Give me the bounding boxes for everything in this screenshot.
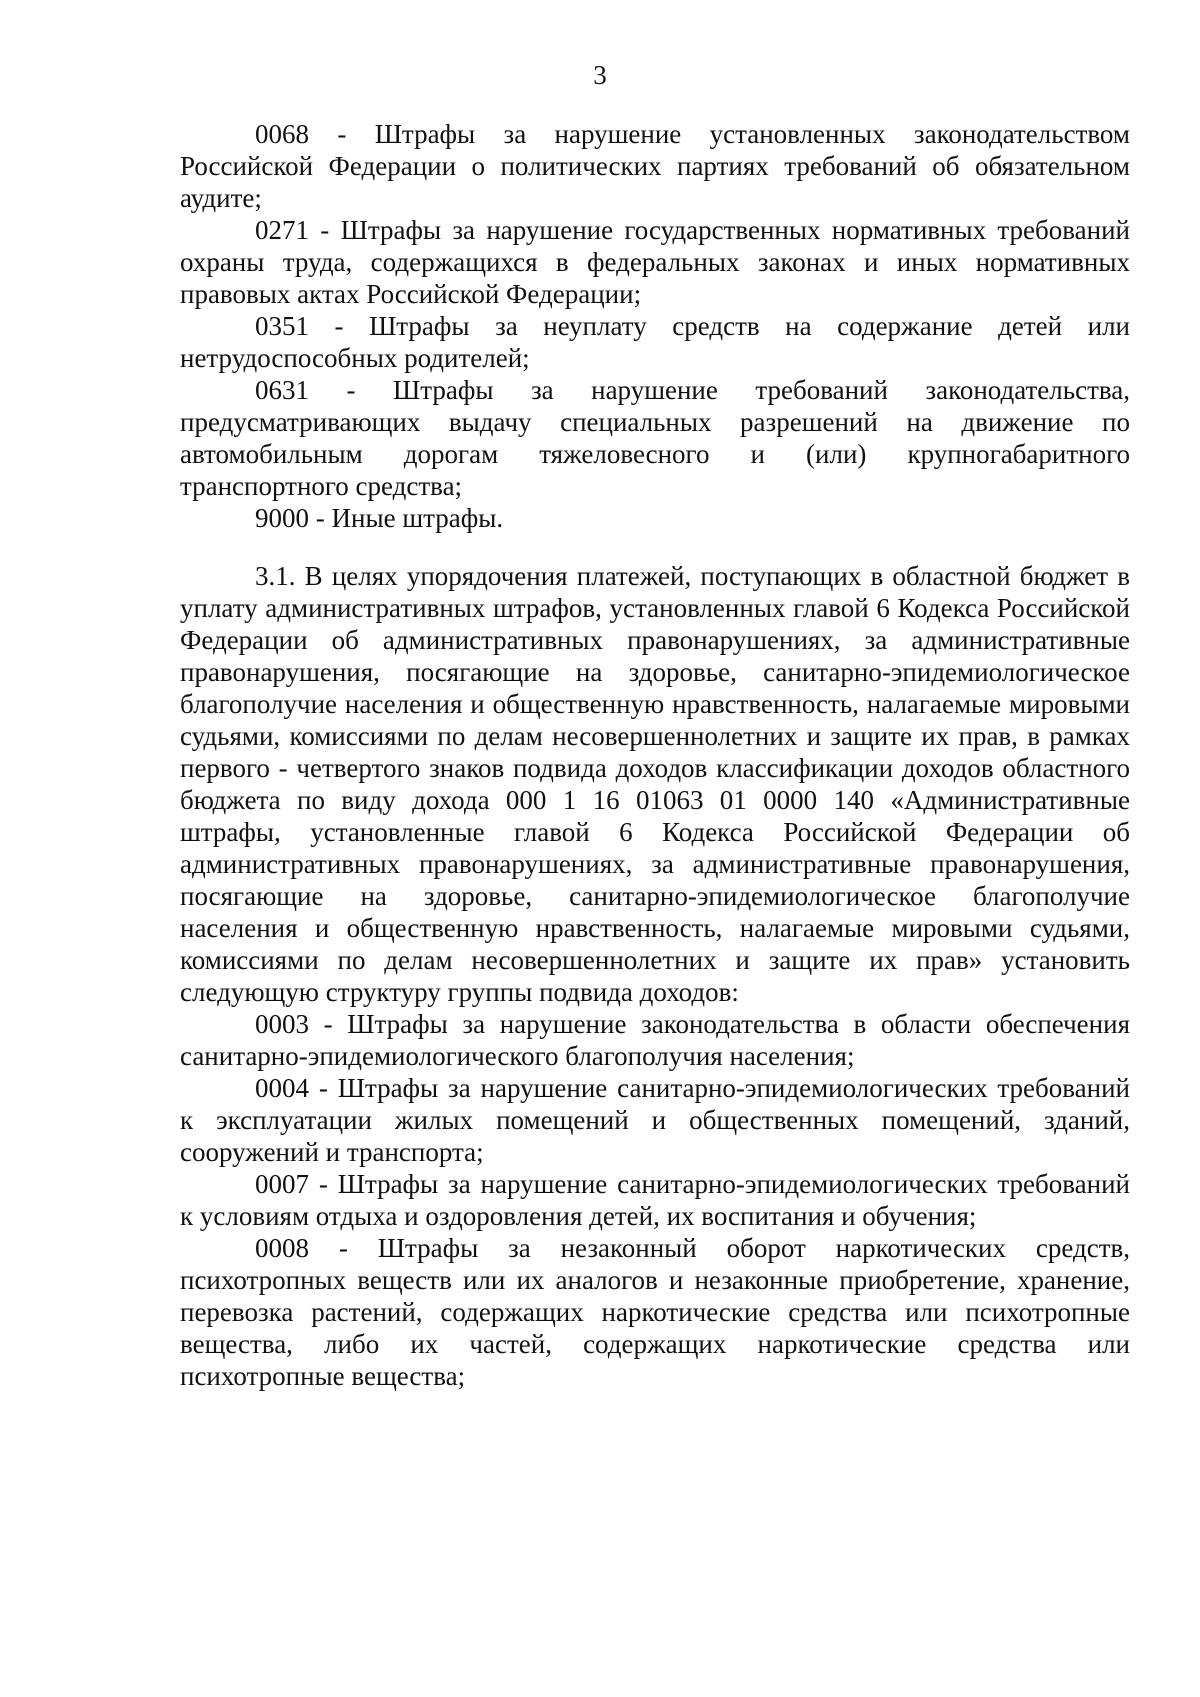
page-number: 3	[593, 60, 607, 90]
document-body	[180, 118, 1130, 1392]
paragraph-code-0351: 0351 - Штрафы за неуплату средств на содержание детей или нетрудоспособных родителей;	[180, 311, 1130, 373]
paragraph-code-0008: 0008 - Штрафы за незаконный оборот наркотических средств, психотропных веществ или их аналогов и незаконные приобретение, хранение, перевозка растений, содержащих наркотические средства или психотропные вещества, либо их частей, содержащих наркотические средства или психотропные вещества;	[180, 1233, 1130, 1391]
paragraph-code-9000: 9000 - Иные штрафы.	[255, 503, 504, 533]
paragraph-code-0068: 0068 - Штрафы за нарушение установленных законодательством Российской Федерации о политических партиях требований об обязательном аудите;	[180, 119, 1130, 213]
paragraph-code-0003: 0003 - Штрафы за нарушение законодательства в области обеспечения санитарно-эпидемиологического благополучия населения;	[180, 1009, 1130, 1071]
paragraph-code-0631: 0631 - Штрафы за нарушение требований законодательства, предусматривающих выдачу специальных разрешений на движение по автомобильным дорогам тяжеловесного и (или) крупногабаритного транспортного средства;	[180, 375, 1130, 501]
paragraph-code-0004: 0004 - Штрафы за нарушение санитарно-эпидемиологических требований к эксплуатации жилых помещений и общественных помещений, зданий, сооружений и транспорта;	[180, 1073, 1130, 1167]
paragraph-section-3-1: 3.1. В целях упорядочения платежей, поступающих в областной бюджет в уплату административных штрафов, установленных главой 6 Кодекса Российской Федерации об административных правонарушениях, за административные правонарушения, посягающие на здоровье, санитарно-эпидемиологическое благополучие населения и общественную нравственность, налагаемые мировыми судьями, комиссиями по делам несовершеннолетних и защите их прав, в рамках первого - четвертого знаков подвида доходов классификации доходов областного бюджета по виду дохода 000 1 16 01063 01 0000 140 «Административные штрафы, установленные главой 6 Кодекса Российской Федерации об административных правонарушениях, за административные правонарушения, посягающие на здоровье, санитарно-эпидемиологическое благополучие населения и общественную нравственность, налагаемые мировыми судьями, комиссиями по делам несовершеннолетних и защите их прав» установить следующую структуру группы подвида доходов:	[180, 561, 1130, 1007]
paragraph-code-0271: 0271 - Штрафы за нарушение государственных нормативных требований охраны труда, содержащихся в федеральных законах и иных нормативных правовых актах Российской Федерации;	[180, 215, 1130, 309]
section-spacer	[180, 534, 1130, 560]
paragraph-code-0007: 0007 - Штрафы за нарушение санитарно-эпидемиологических требований к условиям отдыха и оздоровления детей, их воспитания и обучения;	[180, 1169, 1130, 1231]
